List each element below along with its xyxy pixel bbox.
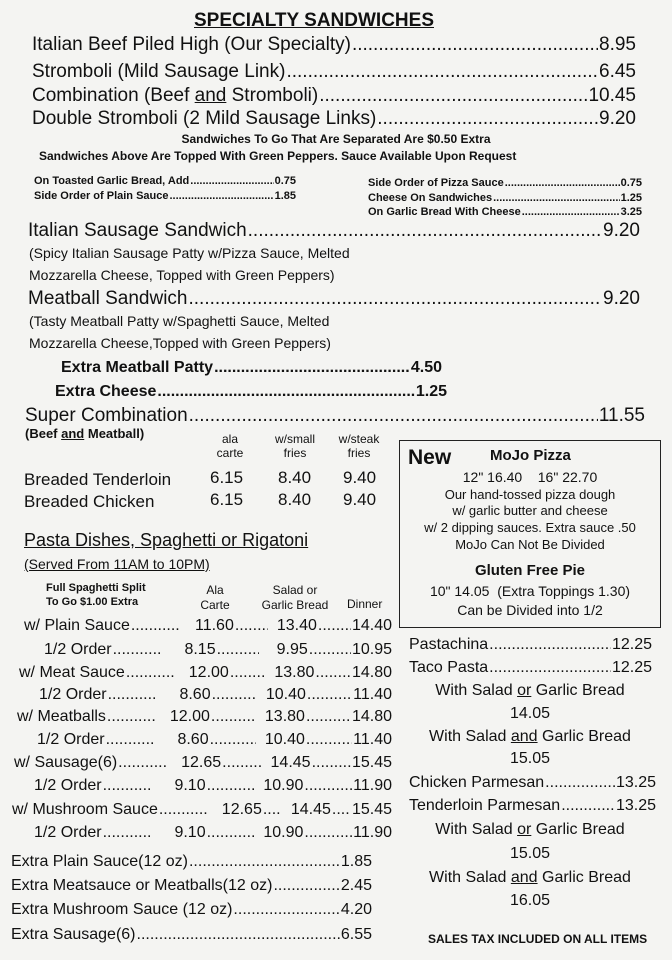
pasta-row-salad: 10.90 — [263, 824, 304, 841]
col-header-pasta-ala: Ala Carte — [200, 583, 230, 612]
pasta-row-dinner: 10.95 — [351, 641, 393, 658]
item-name: Italian Beef Piled High (Our Specialty) — [32, 34, 351, 55]
pasta-row-salad: 14.45 — [290, 801, 331, 818]
menu-item-meatball: Meatball Sandwich ..... 9.20 — [28, 288, 640, 310]
menu-item-extra-meatball: Extra Meatball Patty ..... 4.50 — [61, 359, 442, 377]
pasta-row — [17, 708, 392, 726]
pasta-row-salad: 13.40 — [276, 617, 317, 634]
addon-plain-sauce: Side Order of Plain Sauce ..... 1.85 — [34, 190, 296, 202]
pasta-row-name: 1/2 Order — [37, 731, 105, 748]
pasta-row-dinner: 14.40 — [351, 617, 393, 634]
gluten-free-title: Gluten Free Pie — [474, 562, 586, 579]
pasta-row-dinner: 11.40 — [353, 731, 393, 748]
pasta-row-dinner: 14.80 — [351, 708, 392, 725]
with-salad-and-1-price: 15.05 — [509, 750, 551, 767]
col-header-ala-carte: ala carte — [216, 432, 244, 460]
desc-meatball-2: Mozzarella Cheese,Topped with Green Peppers) — [29, 335, 331, 351]
desc-sausage-1: (Spicy Italian Sausage Patty w/Pizza Sauce, Melted — [29, 245, 350, 261]
pasta-row-ala: 12.00 — [188, 664, 229, 681]
note-green-peppers: Sandwiches Above Are Topped With Green Peppers. Sauce Available Upon Request — [39, 149, 517, 163]
desc-meatball-1: (Tasty Meatball Patty w/Spaghetti Sauce, Melted — [29, 313, 330, 329]
mojo-line-1: Our hand-tossed pizza dough — [444, 487, 616, 502]
menu-item-taco-pasta: Taco Pasta ..... 12.25 — [409, 659, 652, 677]
breaded-chicken-name: Breaded Chicken — [24, 492, 155, 511]
pasta-row-salad: 14.45 — [270, 754, 311, 771]
with-salad-or-1: With Salad or Garlic Bread — [435, 682, 625, 699]
pasta-row-salad: 13.80 — [274, 664, 315, 681]
addon-cheese: Cheese On Sandwiches ..... 1.25 — [368, 192, 642, 204]
pasta-row — [14, 754, 392, 772]
pasta-row-name: 1/2 Order — [39, 686, 107, 703]
pasta-row — [12, 801, 392, 819]
pasta-row-ala: 12.65 — [221, 801, 262, 818]
pasta-row-name: w/ Mushroom Sauce — [12, 801, 158, 818]
pasta-row-name: 1/2 Order — [34, 777, 102, 794]
item-price: 10.45 — [588, 85, 636, 106]
menu-item-stromboli — [32, 61, 636, 83]
mojo-line-4: MoJo Can Not Be Divided — [455, 537, 605, 552]
sales-tax-note: SALES TAX INCLUDED ON ALL ITEMS — [428, 932, 648, 946]
pasta-row-name: 1/2 Order — [34, 824, 102, 841]
pasta-extra-sausage: Extra Sausage(6) ..... 6.55 — [11, 926, 372, 944]
pasta-row-dinner: 14.80 — [351, 664, 392, 681]
menu-item-combination — [32, 85, 636, 107]
pasta-row — [24, 617, 392, 635]
addon-pizza-sauce: Side Order of Pizza Sauce ..... 0.75 — [368, 177, 642, 189]
breaded-chicken-steak: 9.40 — [343, 490, 377, 509]
pasta-row-ala: 9.10 — [174, 777, 206, 794]
pasta-row-ala: 12.00 — [169, 708, 210, 725]
pasta-row-dinner: 11.90 — [353, 824, 393, 841]
note-separated: Sandwiches To Go That Are Separated Are $0.50 Extra — [181, 132, 491, 146]
breaded-tenderloin-small: 8.40 — [278, 468, 312, 487]
item-name: Stromboli (Mild Sausage Link) — [32, 61, 286, 82]
pasta-extra-meatsauce: Extra Meatsauce or Meatballs(12 oz) ..... 2.45 — [11, 877, 372, 895]
pasta-row-name: w/ Sausage(6) — [14, 754, 118, 771]
with-salad-or-2: With Salad or Garlic Bread — [435, 821, 625, 838]
gluten-free-price: 10" 14.05 (Extra Toppings 1.30) — [429, 583, 631, 599]
pasta-row-dinner: 15.45 — [351, 754, 392, 771]
desc-sausage-2: Mozzarella Cheese, Topped with Green Peppers) — [29, 267, 335, 283]
pasta-row — [44, 641, 392, 659]
with-salad-and-2: With Salad and Garlic Bread — [429, 869, 631, 886]
col-header-pasta-dinner: Dinner — [347, 597, 383, 611]
item-price: 9.20 — [599, 108, 636, 129]
col-header-pasta-salad: Salad or Garlic Bread — [261, 583, 329, 612]
menu-item-extra-cheese: Extra Cheese ..... 1.25 — [55, 383, 447, 401]
pasta-row-name: w/ Plain Sauce — [24, 617, 130, 634]
menu-item-tenderloin-parmesan: Tenderloin Parmesan ..... 13.25 — [409, 797, 656, 815]
menu-item-chicken-parmesan: Chicken Parmesan ..... 13.25 — [409, 774, 656, 792]
menu-item-italian-sausage: Italian Sausage Sandwich ..... 9.20 — [28, 220, 640, 242]
mojo-sizes: 12" 16.40 16" 22.70 — [462, 469, 598, 485]
pasta-row — [39, 686, 392, 704]
mojo-line-3: w/ 2 dipping sauces. Extra sauce .50 — [424, 520, 636, 535]
col-header-steak-fries: w/steak fries — [338, 432, 380, 460]
menu-item-double-stromboli — [32, 108, 636, 130]
pasta-row-ala: 8.60 — [177, 731, 209, 748]
pasta-row — [19, 664, 392, 682]
pasta-served: (Served From 11AM to 10PM) — [24, 556, 210, 572]
pasta-row-ala: 12.65 — [181, 754, 222, 771]
menu-item-pastachina: Pastachina ..... 12.25 — [409, 636, 652, 654]
mojo-title: MoJo Pizza — [490, 447, 571, 464]
pasta-row-ala: 8.60 — [179, 686, 211, 703]
addon-garlic-bread-cheese: On Garlic Bread With Cheese ..... 3.25 — [368, 206, 642, 218]
pasta-row-salad: 10.40 — [265, 686, 306, 703]
item-name: Double Stromboli (2 Mild Sausage Links) — [32, 108, 377, 129]
pasta-row-salad: 10.90 — [263, 777, 304, 794]
with-salad-and-2-price: 16.05 — [509, 892, 551, 909]
with-salad-or-2-price: 15.05 — [509, 845, 551, 862]
pasta-row-name: w/ Meat Sauce — [19, 664, 125, 681]
item-price: 8.95 — [599, 34, 636, 55]
pasta-row-salad: 9.95 — [276, 641, 308, 658]
item-price: 6.45 — [599, 61, 636, 82]
with-salad-and-1: With Salad and Garlic Bread — [429, 728, 631, 745]
addon-garlic-bread: On Toasted Garlic Bread, Add ..... 0.75 — [34, 175, 296, 187]
pasta-row-name: w/ Meatballs — [17, 708, 106, 725]
menu-item-italian-beef — [32, 34, 636, 56]
super-combination-sub: (Beef and Meatball) — [25, 426, 145, 441]
with-salad-or-1-price: 14.05 — [509, 705, 551, 722]
pasta-row-ala: 9.10 — [174, 824, 206, 841]
pasta-row-name: 1/2 Order — [44, 641, 112, 658]
pasta-row — [37, 731, 392, 749]
pasta-row-salad: 10.40 — [264, 731, 305, 748]
breaded-tenderloin-name: Breaded Tenderloin — [24, 470, 172, 489]
pasta-title: Pasta Dishes, Spaghetti or Rigatoni — [24, 530, 309, 550]
pasta-row-dinner: 15.45 — [351, 801, 393, 818]
menu-item-super-combination: Super Combination ..... 11.55 — [25, 405, 645, 427]
pasta-row-dinner: 11.90 — [353, 777, 393, 794]
pasta-split-note: Full Spaghetti Split To Go $1.00 Extra — [46, 582, 146, 608]
col-header-small-fries: w/small fries — [274, 432, 315, 460]
pasta-row-dinner: 11.40 — [353, 686, 393, 703]
item-name: Combination (Beef and Stromboli) — [32, 85, 319, 106]
breaded-tenderloin-steak: 9.40 — [343, 468, 377, 487]
page-title: SPECIALTY SANDWICHES — [194, 10, 434, 31]
pasta-row-ala: 8.15 — [184, 641, 216, 658]
pasta-row — [34, 824, 392, 842]
gluten-free-divided: Can be Divided into 1/2 — [457, 602, 603, 618]
mojo-new-label: New — [408, 446, 452, 469]
breaded-tenderloin-ala: 6.15 — [210, 468, 244, 487]
pasta-row — [34, 777, 392, 795]
pasta-extra-mushroom: Extra Mushroom Sauce (12 oz) ..... 4.20 — [11, 901, 372, 919]
mojo-line-2: w/ garlic butter and cheese — [452, 503, 608, 518]
pasta-row-ala: 11.60 — [194, 617, 234, 634]
breaded-chicken-small: 8.40 — [278, 490, 312, 509]
pasta-row-salad: 13.80 — [264, 708, 305, 725]
breaded-chicken-ala: 6.15 — [210, 490, 244, 509]
pasta-extra-plain: Extra Plain Sauce(12 oz) ..... 1.85 — [11, 853, 372, 871]
